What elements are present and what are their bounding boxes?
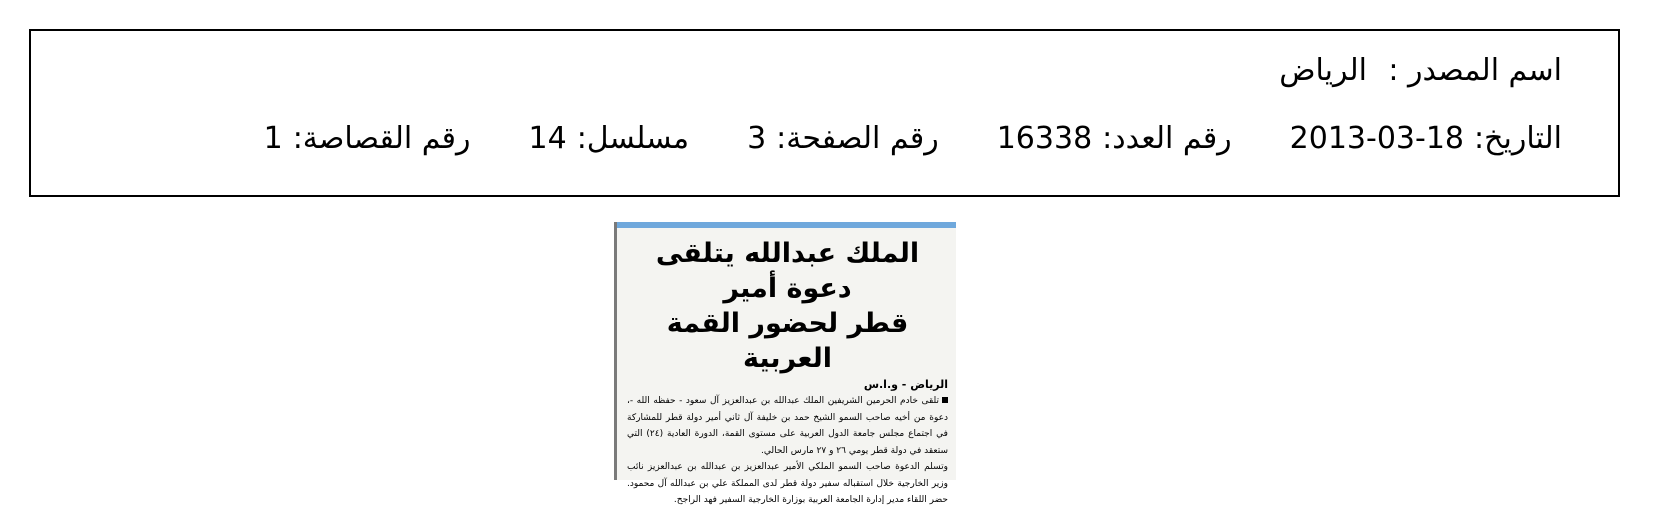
clipping-body (627, 393, 948, 509)
paragraph-1-text: تلقى خادم الحرمين الشريفين الملك عبدالله بن عبدالعزيز آل سعود - حفظه الله -، دعوة من أخيه صاحب السمو الشيخ حمد بن خليفة آل ثاني أمير دولة قطر للمشاركة في اجتماع مجلس جامعة الدول العربية على مستوى القمة، الدورة العادية (٢٤) التي ستعقد في دولة قطر يومي ٢٦ و ٢٧ مارس الحالي. (627, 396, 948, 456)
headline-line-2: قطر لحضور القمة العربية (666, 308, 909, 374)
date-label: التاريخ: (1474, 121, 1562, 156)
page-label: رقم الصفحة: (776, 121, 939, 156)
clip-number-field (264, 121, 471, 156)
issue-field (997, 121, 1232, 156)
serial-label: مسلسل: (576, 121, 690, 156)
source-row (1279, 53, 1562, 88)
page-field (747, 121, 939, 156)
newspaper-clipping (614, 222, 956, 505)
date-value: 2013-03-18 (1289, 121, 1465, 156)
clipping-headline (627, 236, 948, 376)
page-value: 3 (747, 121, 767, 156)
date-field (1290, 121, 1562, 156)
serial-value: 14 (528, 121, 567, 156)
body-paragraph-2: وتسلم الدعوة صاحب السمو الملكي الأمير عبدالعزيز بن عبدالله بن عبدالعزيز نائب وزير الخارجية خلال استقباله سفير دولة قطر لدى المملكة علي بن عبدالله آل محمود. حضر اللقاء مدير إدارة الجامعة العربية بوزارة الخارجية السفير فهد الراجح. (627, 462, 948, 505)
meta-row (264, 121, 1562, 156)
clip-number-label: رقم القصاصة: (292, 121, 471, 156)
clipping-content (627, 236, 948, 509)
clip-number-value: 1 (263, 121, 283, 156)
source-label: اسم المصدر : (1388, 53, 1562, 88)
source-value: الرياض (1279, 53, 1367, 88)
body-paragraph-1 (627, 393, 948, 459)
clipping-dateline: الرياض - و.ا.س (863, 378, 948, 391)
bullet-square-icon (942, 397, 948, 403)
issue-value: 16338 (996, 121, 1093, 156)
issue-label: رقم العدد: (1102, 121, 1232, 156)
headline-line-1: الملك عبدالله يتلقى دعوة أمير (655, 238, 920, 304)
clipping-top-rule (617, 222, 956, 228)
serial-field (529, 121, 690, 156)
clipping-info-box (29, 29, 1620, 197)
